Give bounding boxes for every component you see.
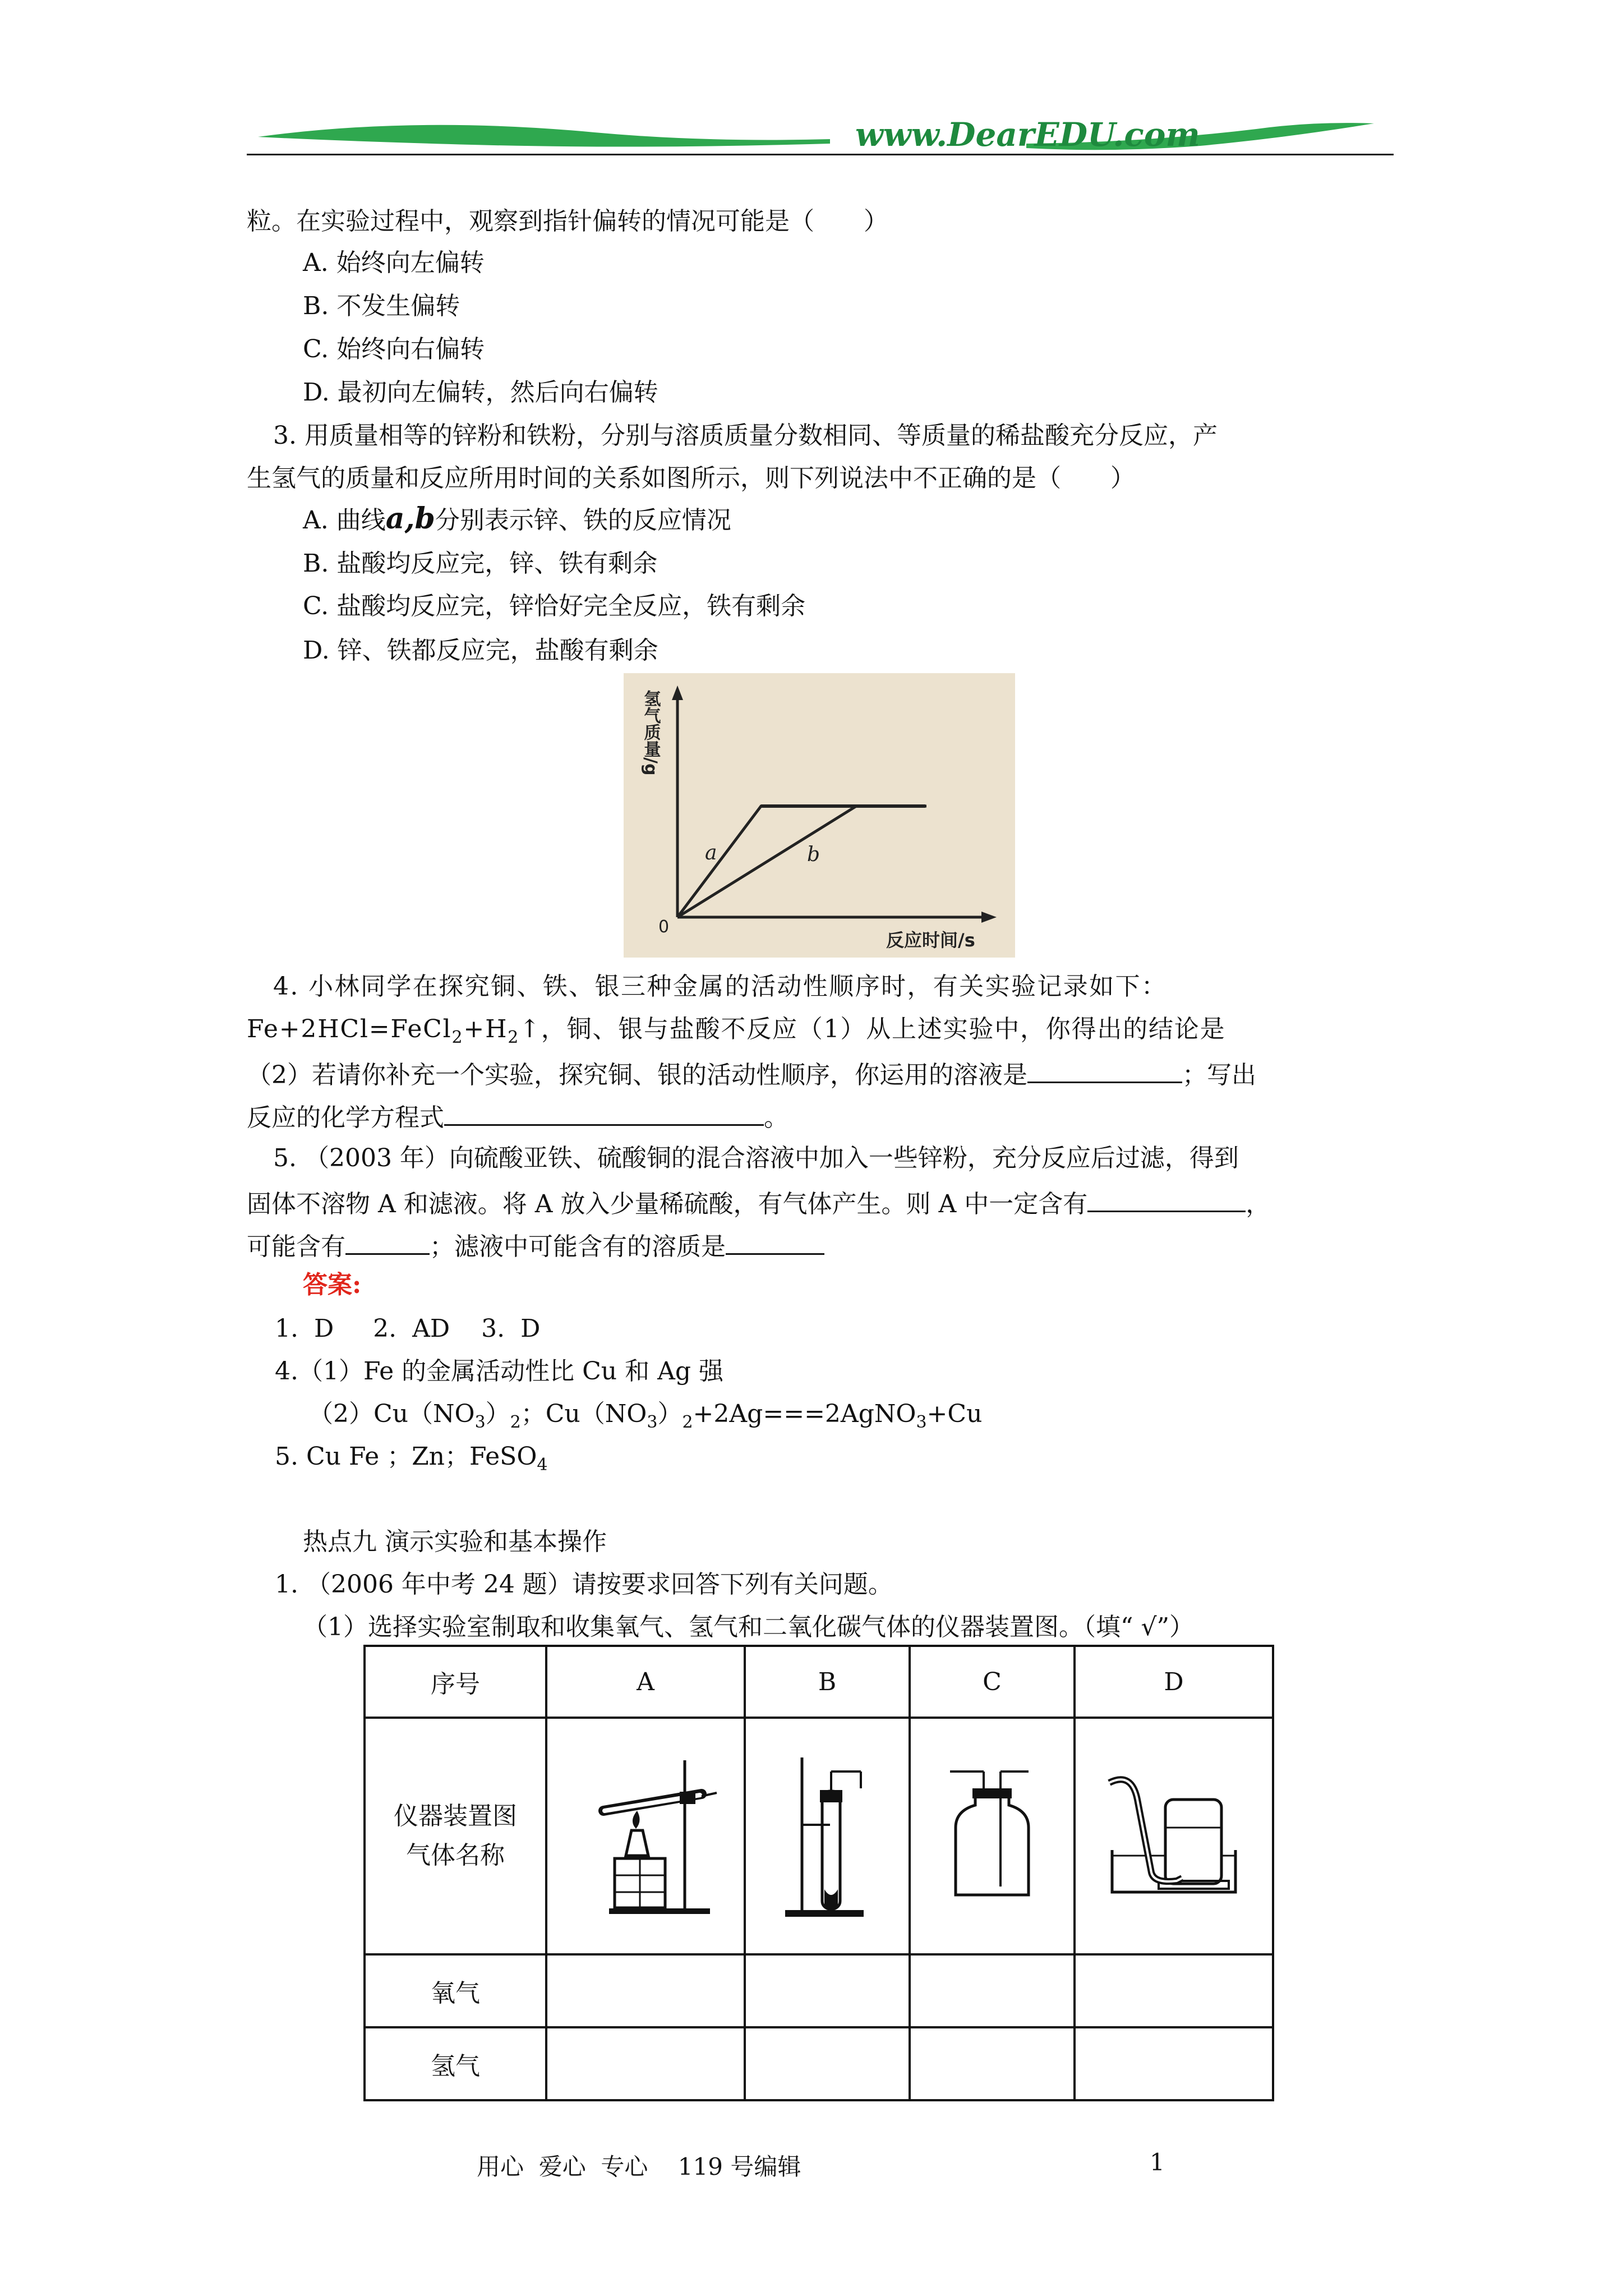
q4-part2-tail: ；写出 (1182, 1061, 1256, 1089)
answers-title: 答案: (303, 1271, 362, 1299)
q4-stem-1: 4. 小林同学在探究铜、铁、银三种金属的活动性顺序时，有关实验记录如下： (273, 972, 1168, 1001)
q5-definitely-text: 固体不溶物 A 和滤液。将 A 放入少量稀硫酸，有气体产生。则 A 中一定含有 (247, 1190, 1088, 1218)
q3-stem-2: 生氢气的质量和反应所用时间的关系如图所示，则下列说法中不正确的是（ ） (247, 464, 1135, 493)
apparatus-cell-c[interactable] (910, 1718, 1075, 1954)
q4-part2-text: （2）若请你补充一个实验，探究铜、银的活动性顺序，你运用的溶液是 (247, 1061, 1027, 1089)
ans3-part-a: （2）Cu（NO (308, 1400, 475, 1428)
q3-option-a-rest: 分别表示锌、铁的反应情况 (435, 506, 731, 535)
header-cell-index: 序号 (365, 1646, 546, 1718)
q2-option-d: D. 最初向左偏转，然后向右偏转 (303, 378, 658, 407)
ans3-part-i: +2Ag===2AgNO (693, 1400, 916, 1428)
hydrogen-cell-c[interactable] (910, 2027, 1075, 2100)
q4-stem-2 (247, 1013, 1225, 1054)
q2-option-b: B. 不发生偏转 (303, 292, 460, 320)
hydrogen-cell-b[interactable] (745, 2027, 910, 2100)
hydrogen-cell-d[interactable] (1075, 2027, 1273, 2100)
q4-stem-3 (247, 1056, 1256, 1092)
table-row (365, 1954, 1273, 2027)
apparatus-row-label (365, 1718, 546, 1954)
q5-possibly-text: 可能含有 (247, 1232, 345, 1261)
section-title: 热点九 演示实验和基本操作 (303, 1527, 607, 1556)
table-row (365, 2027, 1273, 2100)
ans4-sub-b: 4 (537, 1455, 548, 1475)
q5-possibly-blank[interactable] (345, 1227, 430, 1255)
q4-sub-2: 2 (508, 1028, 520, 1047)
apparatus-label-line2: 气体名称 (406, 1841, 505, 1870)
header-rule (247, 154, 1394, 155)
section-q1-part1: （1）选择实验室制取和收集氧气、氢气和二氧化碳气体的仪器装置图。（填“ √”） (303, 1613, 1195, 1641)
footer-left: 用心 爱心 专心 119 号编辑 (477, 2153, 801, 2180)
q5-definitely-blank[interactable] (1087, 1185, 1246, 1212)
hydrogen-time-graph (624, 673, 1015, 958)
oxygen-cell-b[interactable] (745, 1954, 910, 2027)
ans3-part-c: ） (485, 1400, 510, 1428)
header-cell-d: D (1075, 1646, 1273, 1718)
row-label-oxygen: 氧气 (365, 1954, 546, 2027)
apparatus-cell-a[interactable] (546, 1718, 745, 1954)
logo-text: www.DearEDU.com (855, 116, 1200, 154)
ans3-sub-d: 2 (510, 1412, 521, 1432)
curve-a-label: a (705, 841, 717, 864)
ans4-part-a: 5. Cu Fe ；Zn；FeSO (275, 1442, 537, 1471)
section-q1: 1. （2006 年中考 24 题）请按要求回答下列有关问题。 (275, 1570, 893, 1599)
apparatus-label-line1: 仪器装置图 (394, 1802, 517, 1830)
curve-b-label: b (807, 843, 820, 866)
oxygen-cell-a[interactable] (546, 1954, 745, 2027)
q2-option-c: C. 始终向右偏转 (303, 335, 485, 364)
ans3-sub-b: 3 (474, 1412, 486, 1432)
graph-origin-label: 0 (658, 917, 670, 937)
page-number: 1 (1150, 2148, 1165, 2176)
table-header-row (365, 1646, 1273, 1718)
oxygen-cell-d[interactable] (1075, 1954, 1273, 2027)
q3-curves-italic: a,b (385, 501, 435, 536)
q5-stem-2 (247, 1185, 1270, 1221)
ans3-part-k: +Cu (926, 1400, 983, 1428)
q4-equation-prompt: 反应的化学方程式 (247, 1103, 444, 1132)
q2-stem-end: 粒。在实验过程中，观察到指针偏转的情况可能是（ ） (247, 207, 888, 236)
q4-equation-rest: ↑，铜、银与盐酸不反应（1）从上述实验中，你得出的结论是 (519, 1015, 1226, 1043)
q3-option-b: B. 盐酸均反应完，锌、铁有剩余 (303, 549, 658, 578)
ans3-part-g: ） (657, 1400, 683, 1428)
graph-x-label: 反应时间/s (886, 930, 975, 951)
logo-left-swoosh (258, 125, 830, 147)
q5-solute-text: ；滤液中可能含有的溶质是 (430, 1232, 726, 1261)
gas-bottle-icon (944, 1766, 1040, 1901)
q5-solute-blank[interactable] (726, 1227, 824, 1255)
answer-line-1: 1. D 2. AD 3. D (275, 1314, 541, 1343)
q4-equation-2: +H (463, 1015, 508, 1043)
q5-stem-1: 5. （2003 年）向硫酸亚铁、硫酸铜的混合溶液中加入一些锌粉，充分反应后过滤，得到 (273, 1144, 1239, 1172)
q4-equation-blank[interactable] (444, 1098, 764, 1126)
ans3-part-e: ；Cu（NO (520, 1400, 647, 1428)
q4-sub-1: 2 (451, 1028, 464, 1047)
q3-option-a-prefix: A. 曲线 (303, 506, 386, 535)
q4-stem-4 (247, 1098, 789, 1134)
apparatus-cell-d[interactable] (1075, 1718, 1273, 1954)
q5-comma: ， (1246, 1190, 1271, 1218)
q4-equation-1: Fe+2HCl=FeCl (247, 1015, 452, 1043)
q3-option-d: D. 锌、铁都反应完，盐酸有剩余 (303, 636, 658, 665)
q3-option-c: C. 盐酸均反应完，锌恰好完全反应，铁有剩余 (303, 592, 806, 620)
answer-line-4 (275, 1441, 548, 1481)
graph-y-label: 氢气质量/g (640, 690, 661, 776)
q4-period: 。 (764, 1103, 789, 1132)
row-label-hydrogen: 氢气 (365, 2027, 546, 2100)
water-trough-icon (1098, 1766, 1249, 1901)
apparatus-table (363, 1645, 1274, 2101)
header-cell-b: B (745, 1646, 910, 1718)
q3-stem-1: 3. 用质量相等的锌粉和铁粉，分别与溶质质量分数相同、等质量的稀盐酸充分反应，产 (273, 421, 1218, 450)
oxygen-cell-c[interactable] (910, 1954, 1075, 2027)
heating-apparatus-icon (570, 1749, 721, 1917)
ans3-sub-f: 3 (647, 1412, 658, 1432)
hydrogen-cell-a[interactable] (546, 2027, 745, 2100)
table-apparatus-row (365, 1718, 1273, 1954)
ans3-sub-h: 2 (682, 1412, 693, 1432)
ans3-sub-j: 3 (916, 1412, 927, 1432)
answer-line-2: 4.（1）Fe 的金属活动性比 Cu 和 Ag 强 (275, 1357, 724, 1386)
q4-solution-blank[interactable] (1027, 1056, 1182, 1083)
apparatus-cell-b[interactable] (745, 1718, 910, 1954)
header-cell-c: C (910, 1646, 1075, 1718)
header-logo (247, 110, 1385, 160)
answer-line-3 (308, 1398, 982, 1439)
q5-stem-3 (247, 1227, 824, 1263)
q2-option-a: A. 始终向左偏转 (303, 249, 485, 277)
q3-option-a (303, 503, 731, 537)
header-cell-a: A (546, 1646, 745, 1718)
test-tube-stand-icon (780, 1746, 875, 1920)
